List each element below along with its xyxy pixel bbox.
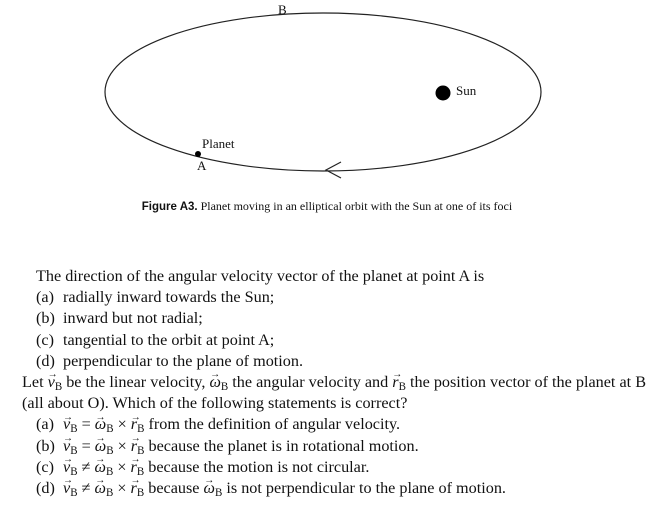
stem-text: the angular velocity and bbox=[232, 373, 389, 392]
option-letter: (b) bbox=[36, 436, 55, 455]
point-b-label: B bbox=[278, 2, 287, 17]
relation-symbol: ≠ bbox=[81, 479, 91, 498]
caption-label: Figure A3. bbox=[141, 201, 198, 213]
option-letter: (c) bbox=[36, 330, 54, 349]
direction-arrow-icon bbox=[326, 162, 341, 178]
angular-velocity-symbol: → ω bbox=[204, 478, 215, 499]
subscript: B bbox=[106, 423, 114, 436]
subscript: B bbox=[214, 486, 223, 499]
velocity-symbol: → v bbox=[48, 372, 55, 393]
question-2-option bbox=[36, 478, 647, 499]
sun-icon bbox=[436, 86, 451, 101]
position-symbol: → r bbox=[131, 414, 137, 435]
subscript: B bbox=[137, 444, 145, 457]
question-section bbox=[22, 266, 647, 499]
relation-symbol: = bbox=[81, 415, 91, 434]
relation-symbol: ≠ bbox=[81, 457, 91, 476]
option-letter: (c) bbox=[36, 457, 54, 476]
question-1-option bbox=[36, 351, 647, 372]
position-symbol: → r bbox=[131, 457, 137, 478]
question-1-stem: The direction of the angular velocity vector of the planet at point A is bbox=[36, 267, 485, 285]
stem-word: Let bbox=[22, 373, 44, 392]
question-2-options bbox=[22, 414, 647, 499]
stem-text: be the linear velocity, bbox=[66, 373, 206, 392]
question-2-stem bbox=[22, 372, 647, 414]
subscript: B bbox=[70, 423, 78, 436]
angular-velocity-symbol: → ω bbox=[95, 457, 106, 478]
option-text: perpendicular to the plane of motion. bbox=[63, 351, 304, 370]
subscript: B bbox=[136, 486, 145, 499]
sun-label: Sun bbox=[456, 83, 477, 98]
planet-label: Planet bbox=[202, 136, 235, 151]
option-letter: (d) bbox=[36, 479, 55, 498]
times-symbol: × bbox=[117, 436, 127, 455]
velocity-symbol: → v bbox=[63, 478, 70, 499]
subscript: B bbox=[70, 444, 78, 457]
velocity-symbol: → v bbox=[63, 414, 70, 435]
velocity-symbol: → v bbox=[63, 457, 70, 478]
subscript: B bbox=[106, 444, 114, 457]
question-2-option bbox=[36, 414, 647, 435]
stem-text: the position vector of the planet at B (all about O). Which of the following statements is correct? bbox=[22, 373, 647, 413]
option-text: because the planet is in rotational motion. bbox=[148, 436, 419, 455]
option-text: because bbox=[148, 479, 200, 498]
question-1-options bbox=[22, 287, 647, 372]
relation-symbol: = bbox=[81, 436, 91, 455]
angular-velocity-symbol: → ω bbox=[209, 372, 220, 393]
point-a-label: A bbox=[197, 158, 207, 173]
position-symbol: → r bbox=[131, 478, 137, 499]
position-symbol: → r bbox=[131, 436, 137, 457]
subscript: B bbox=[137, 423, 145, 436]
question-2-option bbox=[36, 457, 647, 478]
question-1-option bbox=[36, 308, 647, 329]
option-text: is not perpendicular to the plane of motion. bbox=[226, 479, 506, 498]
figure-caption bbox=[0, 199, 654, 214]
option-letter: (d) bbox=[36, 351, 55, 370]
times-symbol: × bbox=[117, 457, 127, 476]
option-text: inward but not radial; bbox=[63, 309, 203, 328]
subscript: B bbox=[136, 465, 145, 478]
option-text: from the definition of angular velocity. bbox=[148, 415, 401, 434]
option-text: tangential to the orbit at point A; bbox=[63, 330, 275, 349]
planet-icon bbox=[195, 151, 201, 157]
option-letter: (a) bbox=[36, 288, 54, 307]
subscript: B bbox=[70, 486, 78, 499]
angular-velocity-symbol: → ω bbox=[95, 478, 106, 499]
position-symbol: → r bbox=[392, 372, 398, 393]
subscript: B bbox=[105, 465, 114, 478]
angular-velocity-symbol: → ω bbox=[95, 436, 106, 457]
question-1-option bbox=[36, 330, 647, 351]
option-letter: (b) bbox=[36, 309, 55, 328]
subscript: B bbox=[70, 465, 78, 478]
times-symbol: × bbox=[117, 415, 127, 434]
orbit-figure bbox=[0, 0, 654, 190]
question-2-option bbox=[36, 436, 647, 457]
angular-velocity-symbol: → ω bbox=[95, 414, 106, 435]
subscript: B bbox=[398, 380, 406, 393]
question-1-option bbox=[36, 287, 647, 308]
subscript: B bbox=[54, 380, 63, 393]
subscript: B bbox=[220, 380, 229, 393]
caption-text: Planet moving in an elliptical orbit with the Sun at one of its foci bbox=[200, 199, 513, 213]
velocity-symbol: → v bbox=[63, 436, 70, 457]
option-text: because the motion is not circular. bbox=[148, 457, 370, 476]
times-symbol: × bbox=[117, 479, 127, 498]
option-text: radially inward towards the Sun; bbox=[63, 288, 275, 307]
subscript: B bbox=[105, 486, 114, 499]
option-letter: (a) bbox=[36, 415, 54, 434]
